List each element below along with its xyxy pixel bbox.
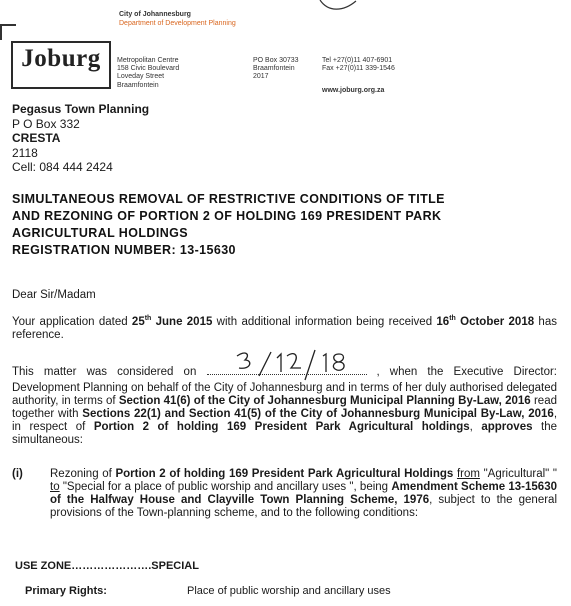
from-keyword: from bbox=[456, 468, 480, 480]
text: , in respect of bbox=[12, 408, 558, 433]
date-suffix: th bbox=[144, 315, 152, 323]
text: , subject to the general provisions of the Town-planning scheme, and to the following conditions: bbox=[50, 494, 558, 519]
contact-numbers bbox=[322, 57, 395, 73]
property-reference: Portion 2 of holding 169 President Park Agricultural Holdings bbox=[115, 468, 454, 480]
postal-line: PO Box 30733 bbox=[253, 57, 299, 64]
recipient-po-box: P O Box 332 bbox=[12, 116, 80, 131]
text: Rezoning of bbox=[50, 468, 116, 480]
handwritten-mark-top bbox=[318, 0, 358, 12]
address-line: Braamfontein bbox=[117, 81, 159, 89]
fax-line: Fax +27(0)11 339-1546 bbox=[322, 65, 395, 73]
postal-address bbox=[253, 57, 299, 82]
address-line: 158 Civic Boulevard bbox=[117, 65, 180, 73]
subject-line: AGRICULTURAL HOLDINGS bbox=[12, 226, 188, 240]
primary-rights-value: Place of public worship and ancillary uses bbox=[187, 585, 391, 597]
primary-rights-label: Primary Rights: bbox=[25, 585, 107, 597]
property-reference: Portion 2 of holding 169 President Park Agricultural holdings bbox=[93, 421, 470, 433]
subject-line: AND REZONING OF PORTION 2 OF HOLDING 169 PRESIDENT PARK bbox=[12, 209, 442, 223]
date-suffix: th bbox=[449, 315, 456, 323]
org-name: City of Johannesburg bbox=[119, 11, 191, 18]
bylaw-reference: Sections 22(1) and Section 41(5) of the City of Johannesburg Municipal By-Law, 2016 bbox=[82, 408, 554, 420]
recipient-cell: Cell: 084 444 2424 bbox=[12, 160, 113, 174]
text: Your application dated bbox=[12, 316, 132, 328]
registration-number: REGISTRATION NUMBER: 13-15630 bbox=[12, 243, 236, 257]
salutation: Dear Sir/Madam bbox=[12, 289, 96, 301]
recipient-postal-code: 2118 bbox=[12, 145, 38, 160]
handwritten-date-mark bbox=[225, 348, 365, 382]
website: www.joburg.org.za bbox=[322, 87, 385, 94]
text: the simultaneous: bbox=[12, 421, 558, 446]
text: , bbox=[469, 421, 482, 433]
joburg-logo-text: Joburg bbox=[21, 45, 101, 72]
department-name: Department of Development Planning bbox=[119, 20, 236, 27]
approves-keyword: approves bbox=[481, 421, 533, 433]
subject-line: SIMULTANEOUS REMOVAL OF RESTRICTIVE CONDITIONS OF TITLE bbox=[12, 192, 445, 206]
letter-subject bbox=[12, 191, 562, 259]
item-rezoning bbox=[50, 468, 557, 520]
postal-line: Braamfontein bbox=[253, 65, 295, 73]
text: "Special for a place of public worship and ancillary uses ", being bbox=[59, 481, 392, 493]
text: "Agricultural" " bbox=[479, 468, 557, 480]
date-rest: June 2015 bbox=[151, 316, 213, 328]
date-day: 25 bbox=[131, 316, 145, 328]
recipient-city: CRESTA bbox=[12, 131, 61, 145]
bylaw-reference: Section 41(6) of the City of Johannesburg Municipal Planning By-Law, 2016 bbox=[118, 395, 531, 407]
tel-line: Tel +27(0)11 407-6901 bbox=[322, 57, 393, 64]
address-line: Loveday Street bbox=[117, 73, 165, 81]
item-number: (i) bbox=[12, 468, 23, 480]
date-day: 16 bbox=[436, 316, 450, 328]
text: with additional information being received bbox=[212, 316, 437, 328]
postal-line: 2017 bbox=[253, 73, 269, 81]
recipient-name: Pegasus Town Planning bbox=[12, 102, 150, 116]
organisation-block bbox=[119, 10, 236, 28]
text: has reference. bbox=[12, 316, 557, 341]
paragraph-application bbox=[12, 316, 557, 342]
address-line: Metropolitan Centre bbox=[117, 57, 179, 64]
use-zone: USE ZONE………………….SPECIAL bbox=[15, 560, 199, 572]
date-rest: October 2018 bbox=[460, 316, 535, 328]
amendment-scheme: Amendment Scheme 13-15630 of the Halfway House and Clayville Town Planning Scheme, 1976 bbox=[50, 481, 557, 506]
text: read together with bbox=[12, 395, 557, 420]
street-address bbox=[117, 57, 179, 90]
to-keyword: to bbox=[50, 481, 60, 493]
page-corner-mark bbox=[0, 24, 16, 40]
text: , when the Executive Director: Development Planning on behalf of the City of Johannesburg and in terms of her duly authorised delegated authority, in terms of bbox=[12, 366, 557, 407]
text: This matter was considered on bbox=[12, 366, 207, 378]
recipient-address bbox=[12, 102, 149, 175]
